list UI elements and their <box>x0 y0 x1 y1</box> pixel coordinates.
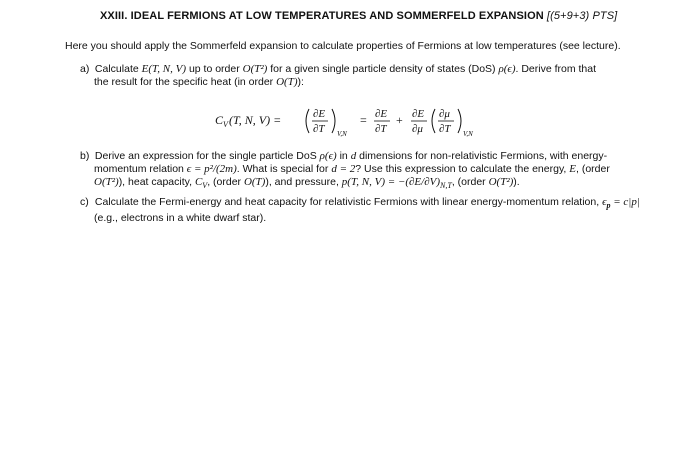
eq-sub-1: V,N <box>337 130 347 138</box>
part-b-line3-c: ), and pressure, <box>265 176 342 188</box>
part-b-line3-e: ). <box>513 176 520 188</box>
eq-num-4: ∂μ <box>439 108 450 120</box>
eq-num-2: ∂E <box>375 108 388 120</box>
part-a-text-1: Calculate <box>94 63 142 75</box>
part-a-math-3: ρ(ϵ) <box>498 63 516 75</box>
part-b-line2-c: ? Use this expression to calculate the energy, <box>355 163 570 175</box>
eq-lhs-sub: V <box>223 120 228 129</box>
part-a-text-2: up to order <box>186 63 243 75</box>
part-b-line1-m1: ρ(ϵ) <box>319 150 337 162</box>
eq-den-4: ∂T <box>439 123 451 135</box>
part-b-line2-d: , (order <box>576 163 610 175</box>
eq-den-1: ∂T <box>313 123 325 135</box>
part-b-line3-m3: O(T) <box>243 176 266 188</box>
intro-paragraph: Here you should apply the Sommerfeld expansion to calculate properties of Fermions at low temperatures (see lecture). <box>65 40 621 52</box>
part-a-line2-text: the result for the specific heat (in order <box>94 76 277 88</box>
part-c-line1-m2: = c|p| <box>610 196 640 208</box>
part-b-label: b) <box>80 150 90 162</box>
eq-equals: = <box>360 113 367 127</box>
part-c-line1-m1: ϵ <box>602 196 607 208</box>
part-b-line3-m5: O(T²) <box>488 176 514 188</box>
eq-paren-right-1 <box>332 109 335 133</box>
problem-title <box>100 10 617 22</box>
eq-paren-left-1 <box>306 109 309 133</box>
problem-points: [(5+9+3) PTS] <box>546 10 618 22</box>
part-a <box>80 63 596 89</box>
part-a-line2-end: ): <box>297 76 304 88</box>
part-b-line2-m2: d = 2 <box>331 163 356 175</box>
part-a-text-3: for a given single particle density of states (DoS) <box>267 63 499 75</box>
part-b-line3-a: ), heat capacity, <box>118 176 195 188</box>
problem-title-text: XXIII. IDEAL FERMIONS AT LOW TEMPERATURES AND SOMMERFELD EXPANSION <box>100 10 544 22</box>
part-b-line3-m2-sub: V <box>202 181 208 191</box>
eq-paren-right-2 <box>458 109 461 133</box>
part-c-line-2: (e.g., electrons in a white dwarf star). <box>94 212 267 225</box>
part-c-line1-a: Calculate the Fermi-energy and heat capacity for relativistic Fermions with linear energy-momentum relation, <box>94 196 603 208</box>
part-b-line1-b: in <box>336 150 351 162</box>
part-b-line-2 <box>80 163 610 176</box>
part-b-line2-m1: ϵ = p²/(2m) <box>186 163 237 175</box>
part-b-line3-m2: C <box>194 176 203 188</box>
eq-num-3: ∂E <box>412 108 425 120</box>
part-b-line2-b: . What is special for <box>236 163 332 175</box>
eq-den-2: ∂T <box>375 123 387 135</box>
part-a-math-1: E(T, N, V) <box>141 63 187 75</box>
eq-plus: + <box>396 113 403 127</box>
part-b-line2-a: momentum relation <box>94 163 187 175</box>
part-b-line3-d: , (order <box>451 176 489 188</box>
part-b-line3-m4-sub: N,T <box>440 181 452 191</box>
part-a-math-2: O(T²) <box>242 63 268 75</box>
part-b-line1-m2: d <box>350 150 357 162</box>
eq-den-3: ∂μ <box>412 123 423 135</box>
part-a-line-2 <box>80 76 596 89</box>
part-b-line1-c: dimensions for non-relativistic Fermions, with energy- <box>356 150 608 162</box>
part-c-label: c) <box>80 196 89 208</box>
part-b-line3-m1: O(T²) <box>94 176 119 188</box>
eq-num-1: ∂E <box>313 108 326 120</box>
part-a-line2-math: O(T) <box>276 76 298 88</box>
eq-paren-left-2 <box>432 109 435 133</box>
part-b-line3-m4: p(T, N, V) = −(∂E/∂V) <box>341 176 441 188</box>
part-b-line-3 <box>80 176 610 192</box>
part-b-line2-m3: E <box>569 163 576 175</box>
part-c-line1-m1-sub: p <box>606 201 611 211</box>
part-a-text-4: . Derive from that <box>515 63 597 75</box>
eq-lhs: C <box>215 113 224 127</box>
heat-capacity-equation <box>215 100 545 140</box>
part-a-label: a) <box>80 63 90 75</box>
part-b-line1-a: Derive an expression for the single particle DoS <box>94 150 320 162</box>
eq-sub-2: V,N <box>463 130 473 138</box>
part-c <box>80 196 640 225</box>
part-b-line3-b: , (order <box>207 176 244 188</box>
eq-lhs-args: (T, N, V) = <box>229 113 282 127</box>
part-b <box>80 150 610 192</box>
